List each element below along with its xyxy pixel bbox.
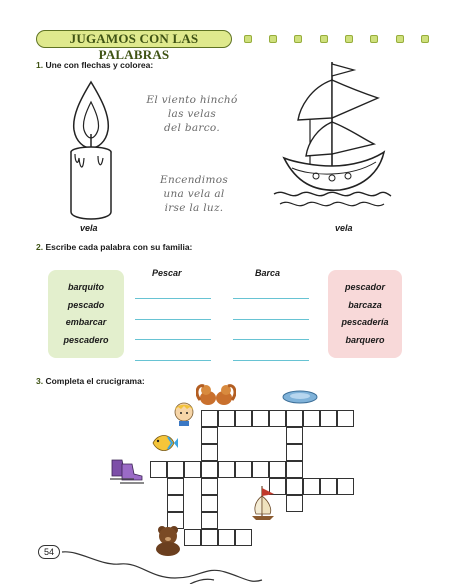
crossword-cell[interactable] xyxy=(184,461,201,478)
crossword-cell[interactable] xyxy=(201,512,218,529)
crossword-cell[interactable] xyxy=(286,427,303,444)
exercise-2-number: 2. xyxy=(36,242,44,252)
family-word: embarcar xyxy=(65,317,107,327)
crossword-cell[interactable] xyxy=(286,461,303,478)
crossword-cell[interactable] xyxy=(201,478,218,495)
exercise-3-text: Completa el crucigrama: xyxy=(45,376,145,386)
crossword-cell[interactable] xyxy=(252,461,269,478)
caption-right: vela xyxy=(335,223,353,233)
crossword-cell[interactable] xyxy=(320,478,337,495)
crossword-cell[interactable] xyxy=(167,495,184,512)
answer-line[interactable] xyxy=(233,319,309,320)
crossword-cell[interactable] xyxy=(320,410,337,427)
crossword-cell[interactable] xyxy=(269,410,286,427)
exercise-2-text: Escribe cada palabra con su familia: xyxy=(45,242,193,252)
answer-line[interactable] xyxy=(135,360,211,361)
crossword-cell[interactable] xyxy=(286,410,303,427)
crossword-cell[interactable] xyxy=(201,461,218,478)
title-deco-square xyxy=(244,35,252,43)
crossword-cell[interactable] xyxy=(201,495,218,512)
crossword-cell[interactable] xyxy=(269,461,286,478)
sentence-1 xyxy=(128,93,256,135)
squirrels-icon xyxy=(196,382,236,410)
ship-illustration xyxy=(270,58,395,218)
crossword-cell[interactable] xyxy=(218,410,235,427)
column-heading-pescar: Pescar xyxy=(152,268,182,278)
sentence-2-line: una vela al xyxy=(163,188,225,200)
word-panel-left xyxy=(48,270,124,358)
exercise-1-number: 1. xyxy=(36,60,44,70)
title-deco-square xyxy=(345,35,353,43)
crossword-cell[interactable] xyxy=(150,461,167,478)
answer-line[interactable] xyxy=(233,339,309,340)
sentence-1-line: del barco. xyxy=(164,122,220,134)
caption-left: vela xyxy=(80,223,98,233)
exercise-3-number: 3. xyxy=(36,376,44,386)
family-word: barquero xyxy=(345,334,385,345)
column-heading-barca: Barca xyxy=(255,268,281,278)
exercise-3-instruction xyxy=(36,376,145,386)
crossword-cell[interactable] xyxy=(286,444,303,461)
sentence-2-line: Encendimos xyxy=(159,174,229,186)
crossword-cell[interactable] xyxy=(201,410,218,427)
crossword-cell[interactable] xyxy=(218,461,235,478)
word-panel-right xyxy=(328,270,402,358)
sentence-2-line: irse la luz. xyxy=(164,202,224,214)
answer-line[interactable] xyxy=(135,339,211,340)
sailboat-icon xyxy=(250,484,276,522)
crossword-cell[interactable] xyxy=(167,478,184,495)
title-deco-square xyxy=(421,35,429,43)
answer-line[interactable] xyxy=(233,360,309,361)
answer-line[interactable] xyxy=(135,298,211,299)
fisherman-boy-icon xyxy=(172,401,196,427)
candle-illustration xyxy=(60,78,122,223)
sentence-2 xyxy=(130,173,258,215)
crossword-cell[interactable] xyxy=(201,427,218,444)
family-word: barquito xyxy=(68,282,104,292)
title-deco-square xyxy=(396,35,404,43)
crossword-cell[interactable] xyxy=(286,495,303,512)
exercise-2-instruction xyxy=(36,242,192,252)
title-deco-square xyxy=(370,35,378,43)
sentence-1-line: las velas xyxy=(167,108,217,120)
family-word: barcaza xyxy=(348,299,382,310)
crossword-cell[interactable] xyxy=(167,461,184,478)
family-word: pescado xyxy=(67,299,105,310)
crossword-cell[interactable] xyxy=(337,410,354,427)
exercise-1-instruction xyxy=(36,60,153,70)
pond-icon xyxy=(282,390,318,404)
sentence-1-line: El viento hinchó xyxy=(146,94,238,106)
answer-line[interactable] xyxy=(135,319,211,320)
family-word: pescador xyxy=(344,282,386,292)
skates-icon xyxy=(108,456,148,484)
answer-line[interactable] xyxy=(233,298,309,299)
crossword-cell[interactable] xyxy=(235,461,252,478)
family-word: pescadero xyxy=(63,334,109,345)
title-deco-square xyxy=(294,35,302,43)
footer-decorative-line xyxy=(0,536,452,584)
crossword-cell[interactable] xyxy=(235,410,252,427)
crossword-cell[interactable] xyxy=(337,478,354,495)
crossword-cell[interactable] xyxy=(303,478,320,495)
crossword-cell[interactable] xyxy=(303,410,320,427)
title-deco-square xyxy=(269,35,277,43)
crossword-cell[interactable] xyxy=(201,444,218,461)
crossword-cell[interactable] xyxy=(286,478,303,495)
page-number: 54 xyxy=(38,545,60,559)
section-title: JUGAMOS CON LAS PALABRAS xyxy=(36,30,232,48)
exercise-1-text: Une con flechas y colorea: xyxy=(45,60,154,70)
fish-icon xyxy=(150,430,178,456)
title-deco-square xyxy=(320,35,328,43)
crossword-cell[interactable] xyxy=(252,410,269,427)
family-word: pescadería xyxy=(341,317,389,327)
